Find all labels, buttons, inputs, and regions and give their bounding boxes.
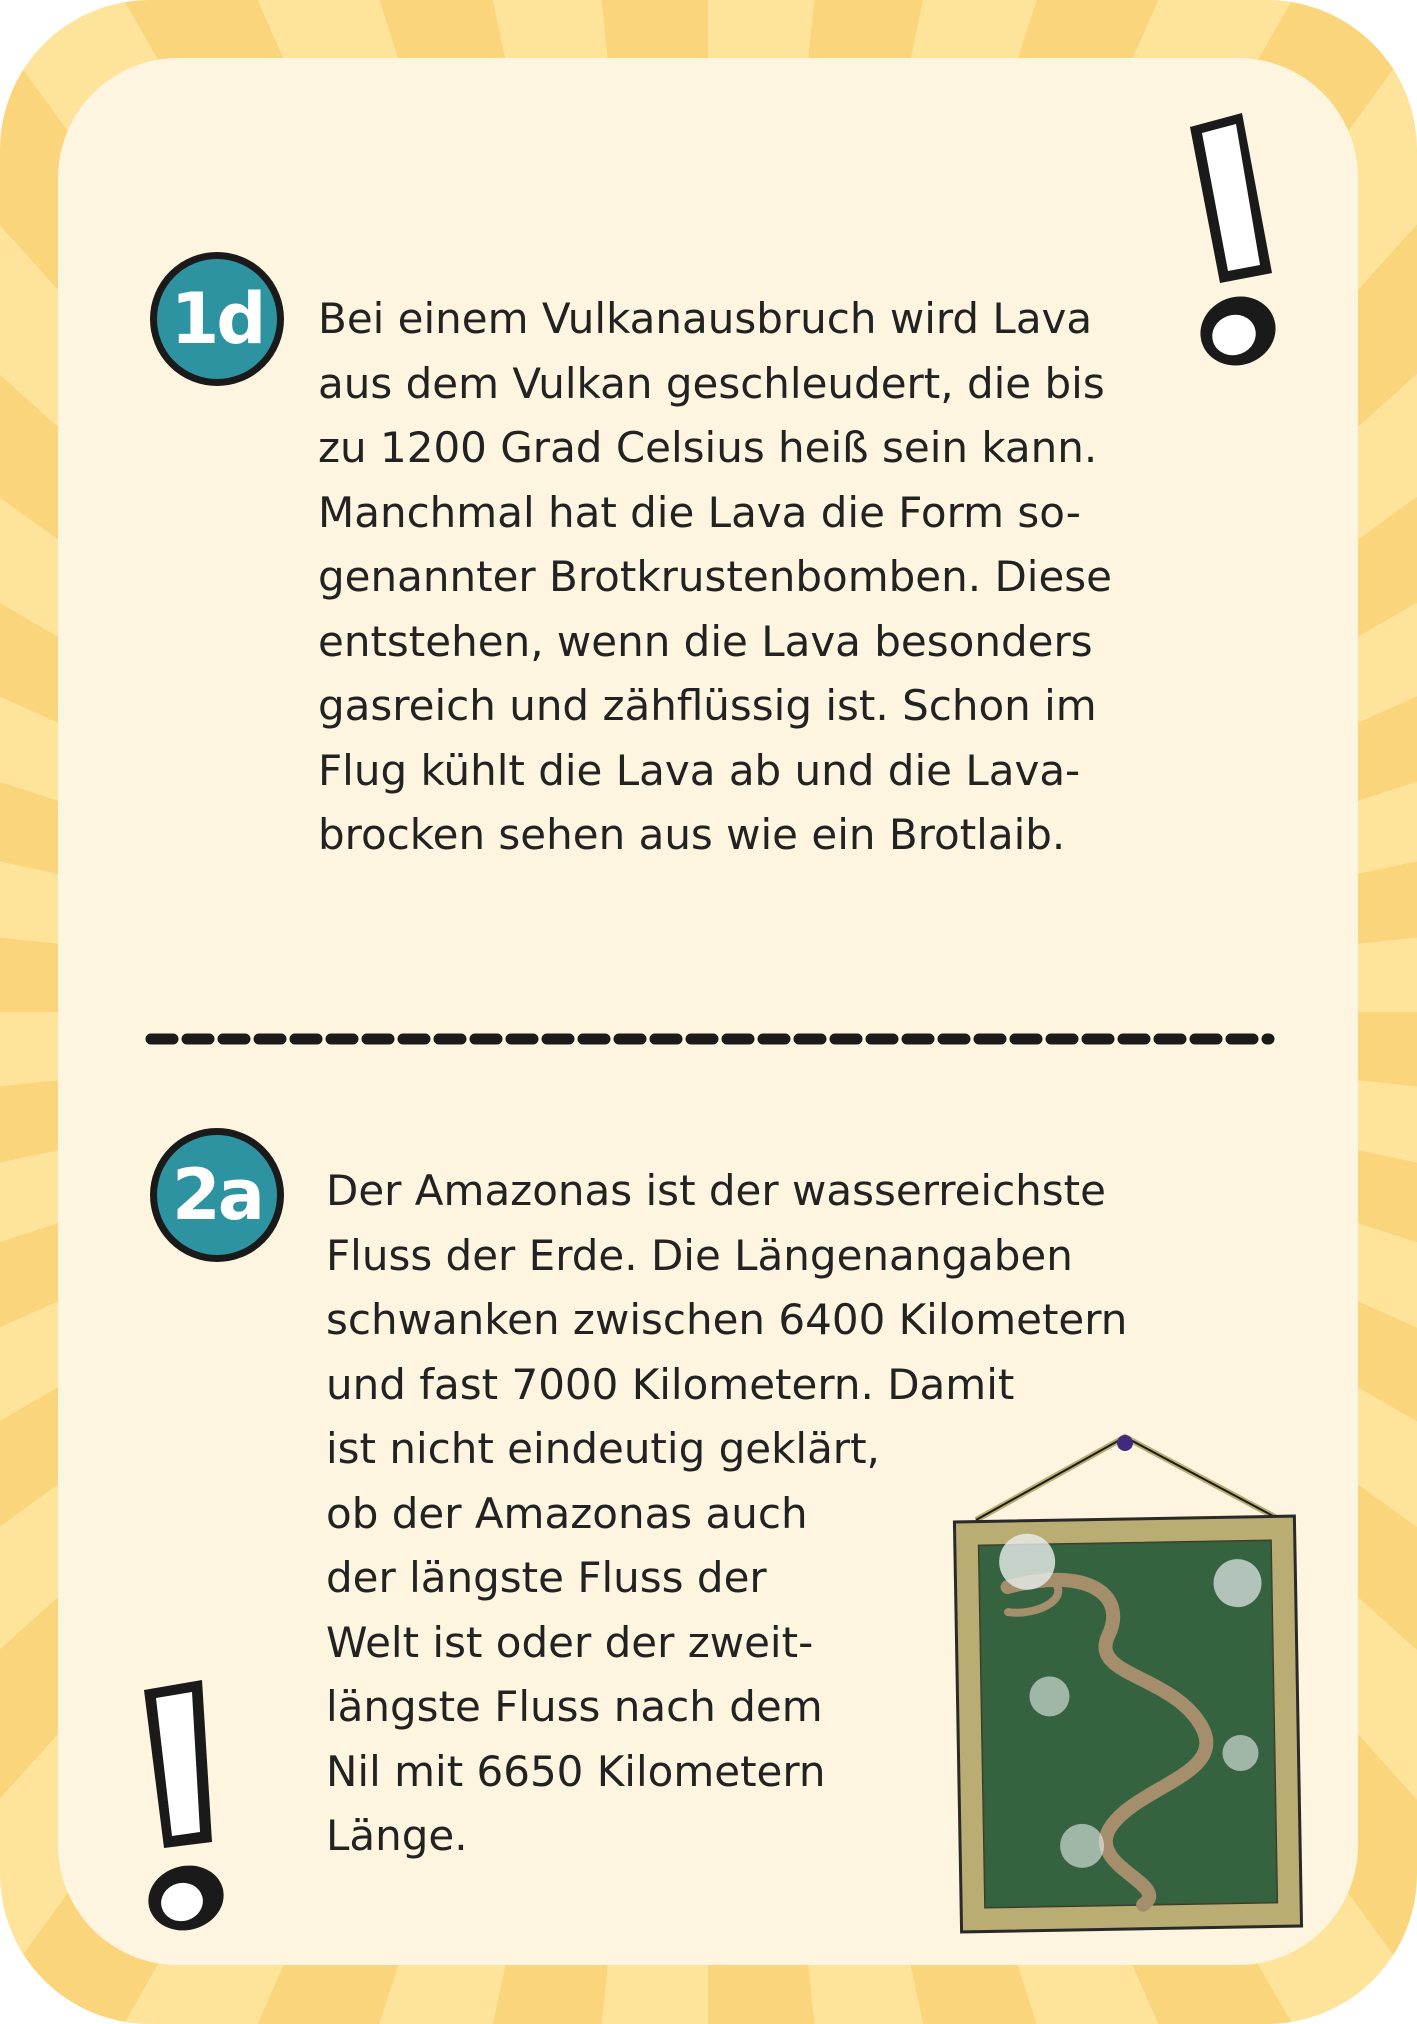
- section2-line: Länge.: [326, 1811, 468, 1860]
- section2-line: und fast 7000 Kilometern. Damit: [326, 1359, 1015, 1409]
- section1-line: gasreich und zähflüssig ist. Schon im: [318, 681, 1097, 730]
- section2-line: schwanken zwischen 6400 Kilometern: [326, 1295, 1128, 1344]
- section2-line: längste Fluss nach dem: [326, 1682, 823, 1731]
- section1-text: [318, 287, 1112, 868]
- badge-2a: [150, 1128, 284, 1262]
- exclamation-icon-bottom: [130, 1672, 250, 1932]
- badge-2a-label: 2a: [172, 1154, 262, 1236]
- section1-line: aus dem Vulkan geschleudert, die bis: [318, 358, 1105, 408]
- exclamation-icon-top: [1180, 105, 1290, 375]
- section2-line: der längste Fluss der: [326, 1553, 767, 1602]
- section1-line: Bei einem Vulkanausbruch wird Lava: [318, 294, 1093, 343]
- section1-line: Manchmal hat die Lava die Form so-: [318, 487, 1081, 537]
- badge-1d-label: 1d: [170, 278, 264, 360]
- dashed-divider: [145, 1025, 1275, 1053]
- section2-line: Welt ist oder der zweit-: [326, 1617, 814, 1667]
- section2-line: ob der Amazonas auch: [326, 1488, 808, 1538]
- section1-line: zu 1200 Grad Celsius heiß sein kann.: [318, 423, 1098, 472]
- section1-line: brocken sehen aus wie ein Brotlaib.: [318, 810, 1066, 859]
- hanging-photo-frame: [940, 1425, 1310, 1945]
- section1-line: Flug kühlt die Lava ab und die Lava-: [318, 745, 1081, 795]
- section2-line: Fluss der Erde. Die Längenangaben: [326, 1230, 1073, 1280]
- section2-line: Der Amazonas ist der wasserreichste: [326, 1166, 1106, 1215]
- section1-line: entstehen, wenn die Lava besonders: [318, 616, 1093, 666]
- section2-line: ist nicht eindeutig geklärt,: [326, 1424, 880, 1473]
- badge-1d: [150, 252, 284, 386]
- section1-line: genannter Brotkrustenbomben. Diese: [318, 552, 1113, 601]
- section2-line: Nil mit 6650 Kilometern: [326, 1746, 826, 1796]
